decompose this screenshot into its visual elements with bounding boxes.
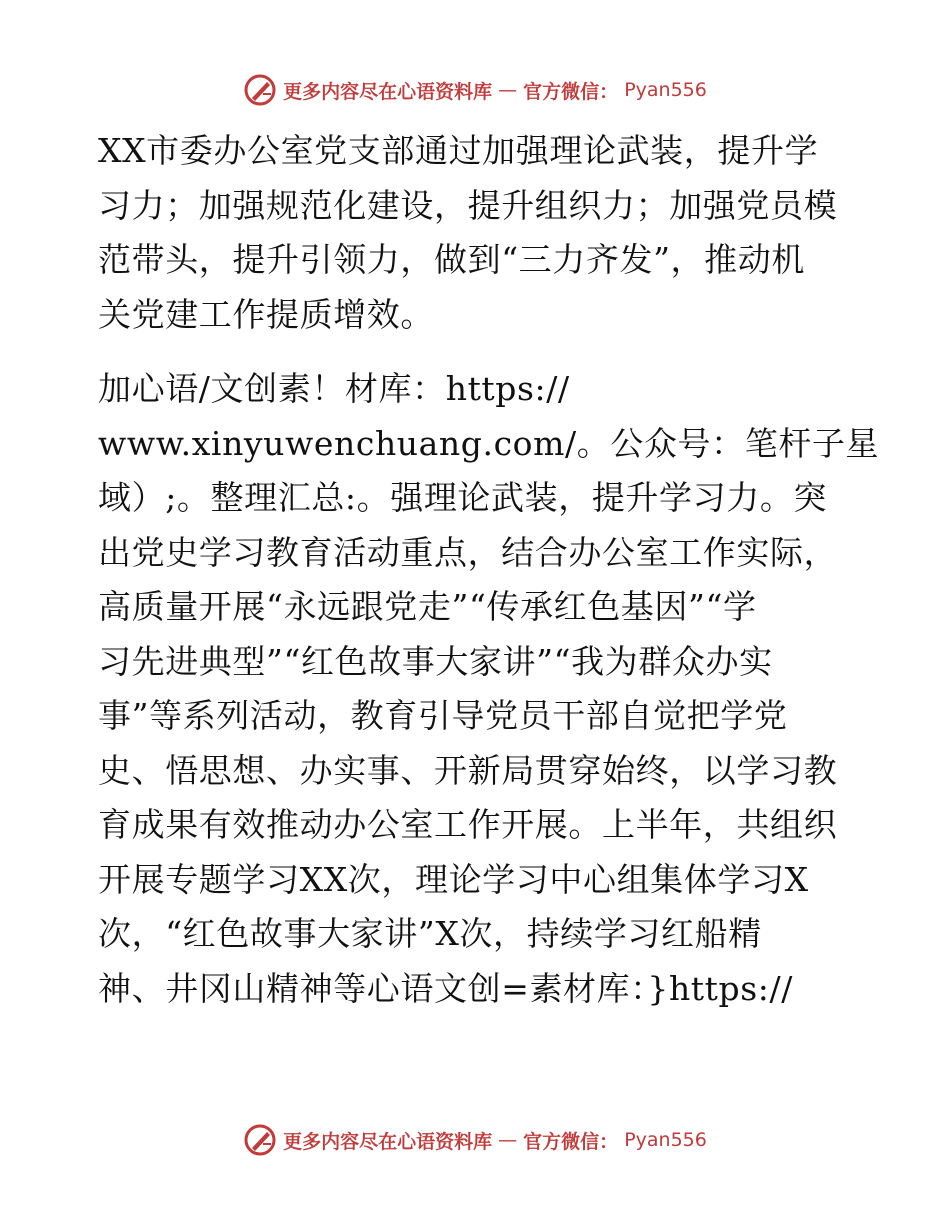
watermark-header xyxy=(0,68,950,112)
watermark-wechat-label: 官方微信： xyxy=(523,1130,619,1153)
watermark-wechat-label: 官方微信： xyxy=(523,80,619,103)
document-body xyxy=(98,124,880,1016)
quill-seal-icon xyxy=(243,73,277,107)
watermark-main-text: 更多内容尽在心语资料库 xyxy=(283,80,493,103)
paragraph-line: 育成果有效推动办公室工作开展。上半年，共组织 xyxy=(98,805,838,844)
watermark-main-text: 更多内容尽在心语资料库 xyxy=(283,1130,493,1153)
paragraph-line: 史、悟思想、办实事、开新局贯穿始终，以学习教 xyxy=(98,750,838,790)
watermark-separator: — xyxy=(498,79,518,101)
paragraph-line: 神、井冈山精神等心语文创=素材库：}https:// xyxy=(98,968,793,1008)
watermark-footer xyxy=(0,1118,950,1162)
paragraph-line: 次，“红色故事大家讲”X次，持续学习红船精 xyxy=(98,914,762,953)
watermark-wechat-id: Pyan556 xyxy=(624,79,707,101)
paragraph-line: 习先进典型”“红色故事大家讲”“我为群众办实 xyxy=(98,641,773,681)
watermark-separator: — xyxy=(498,1129,518,1151)
paragraph-gap xyxy=(98,342,854,362)
paragraph-line: 开展专题学习XX次，理论学习中心组集体学习X xyxy=(98,859,809,899)
watermark-wechat-id: Pyan556 xyxy=(624,1129,707,1151)
paragraph-line: 范带头，提升引领力，做到“三力齐发”，推动机 xyxy=(98,240,805,279)
paragraph-line: 加心语/文创素！材库：https:// xyxy=(98,369,570,408)
paragraph-line: 事”等系列活动，教育引导党员干部自觉把学党 xyxy=(98,696,788,735)
paragraph-line: 高质量开展“永远跟党走”“传承红色基因”“学 xyxy=(98,587,757,626)
paragraph-line: XX市委办公室党支部通过加强理论武装，提升学 xyxy=(98,131,819,170)
paragraph-line: 出党史学习教育活动重点，结合办公室工作实际， xyxy=(98,532,838,572)
paragraph-line: 域）;。整理汇总:。强理论武装，提升学习力。突 xyxy=(98,478,828,517)
quill-seal-icon xyxy=(243,1123,277,1157)
paragraph-line: 关党建工作提质增效。 xyxy=(98,294,434,334)
paragraph-1 xyxy=(98,124,854,342)
paragraph-line: 习力；加强规范化建设，提升组织力；加强党员模 xyxy=(98,185,838,225)
paragraph-line: www.xinyuwenchuang.com/。公众号：笔杆子星 xyxy=(98,423,880,463)
paragraph-2 xyxy=(98,362,880,1016)
